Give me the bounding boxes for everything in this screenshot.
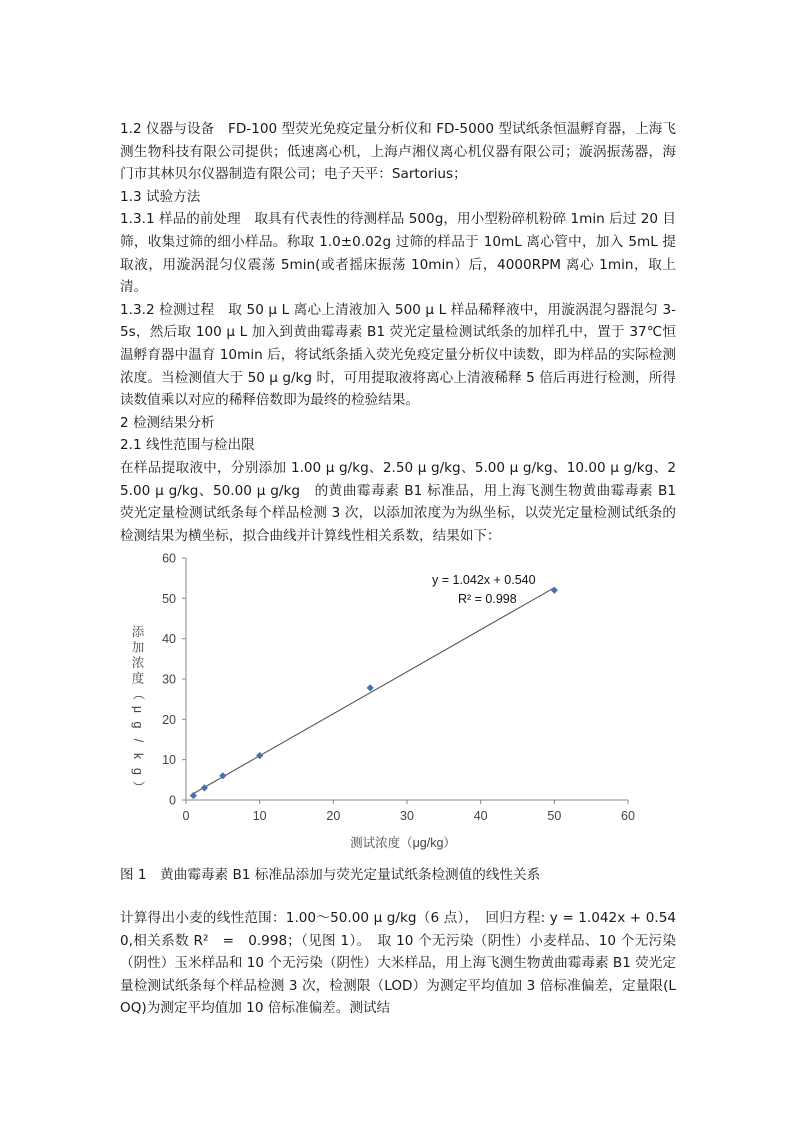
y-tick-label: 30	[162, 672, 176, 687]
y-axis-label-char: （	[131, 687, 145, 701]
y-tick-label: 0	[169, 793, 176, 808]
section-2-heading: 2 检测结果分析	[120, 414, 215, 431]
results-text	[120, 907, 676, 1020]
y-axis-label-char: k	[131, 752, 145, 760]
y-tick-label: 50	[162, 591, 176, 606]
chart-trendline-group	[193, 588, 554, 794]
x-tick-label: 60	[621, 809, 635, 823]
y-tick-label: 40	[162, 632, 176, 647]
x-tick-label: 50	[547, 809, 562, 823]
y-tick-label: 10	[162, 753, 176, 768]
x-tick-label: 30	[400, 809, 414, 823]
y-tick-label: 20	[162, 712, 176, 727]
y-axis-label-char: /	[131, 738, 145, 743]
data-point	[190, 792, 197, 799]
figure-caption: 图 1 黄曲霉毒素 B1 标准品添加与荧光定量试纸条检测值的线性关系	[120, 867, 541, 883]
data-point	[367, 684, 374, 691]
y-axis-label-char: g	[131, 721, 145, 729]
y-tick-label: 60	[162, 551, 176, 566]
chart-axes	[186, 558, 628, 800]
chart-ticks	[162, 552, 635, 824]
chart-y-axis-label	[131, 625, 145, 793]
section-1-3-heading: 1.3 试验方法	[120, 188, 201, 205]
x-tick-label: 20	[326, 809, 341, 823]
data-point	[256, 752, 263, 759]
chart-svg	[120, 540, 640, 860]
chart-points	[190, 587, 558, 799]
y-axis-label-char: g	[131, 768, 145, 775]
x-tick-label: 10	[252, 809, 267, 823]
section-1-2-paragraph: 1.2 仪器与设备 FD-100 型荧光免疫定量分析仪和 FD-5000 型试纸条恒温孵育器，上海飞测生物科技有限公司提供；低速离心机，上海卢湘仪离心机仪器有限公司；漩涡振荡器，海门市其林贝尔仪器制造有限公司；电子天平：Sartorius；	[120, 121, 676, 183]
section-1-3-2-paragraph: 1.3.2 检测过程 取 50 μ L 离心上清液加入 500 μ L 样品稀释液中，用漩涡混匀器混匀 3-5s，然后取 100 μ L 加入到黄曲霉毒素 B1 荧光定量检测试纸条的加样孔中，置于 37℃恒温孵育器中温育 10min 后，将试纸条插入荧光免疫定量分析仪中读数，即为样品的实际检测浓度。当检测值大于 50 μ g/kg 时，可用提取液将离心上清液稀释 5 倍后再进行检测，所得读数值乘以对应的稀释倍数即为最终的检验结果。	[120, 301, 676, 409]
y-axis-label-char: 添	[131, 625, 145, 639]
chart-x-axis-label: 测试浓度（μg/kg）	[350, 836, 456, 850]
scatter-chart	[120, 540, 640, 860]
section-1-3-1-paragraph: 1.3.1 样品的前处理 取具有代表性的待测样品 500g，用小型粉碎机粉碎 1min 后过 20 目筛，收集过筛的细小样品。称取 1.0±0.02g 过筛的样品于 10mL 离心管中，加入 5mL 提取液，用漩涡混匀仪震荡 5min(或者摇床振荡 10min）后，4000RPM 离心 1min，取上清。	[120, 211, 676, 296]
section-2-1-paragraph: 在样品提取液中，分别添加 1.00 μ g/kg、2.50 μ g/kg、5.00 μ g/kg、10.00 μ g/kg、25.00 μ g/kg、50.00 μ g/kg 的黄曲霉毒素 B1 标准品，用上海飞测生物黄曲霉毒素 B1 荧光定量检测试纸条每个样品检测 3 次，以添加浓度为为纵坐标，以荧光定量检测试纸条的检测结果为横坐标，拟合曲线并计算线性相关系数，结果如下：	[120, 459, 676, 544]
x-tick-label: 0	[182, 809, 190, 823]
y-axis-label-char: ）	[131, 780, 145, 794]
y-axis-label-char: 度	[131, 671, 145, 686]
chart-r2-label: R² = 0.998	[458, 592, 517, 606]
section-2-1-heading: 2.1 线性范围与检出限	[120, 437, 255, 454]
x-tick-label: 40	[473, 809, 488, 823]
results-paragraph: 计算得出小麦的线性范围：1.00～50.00 μ g/kg（6 点）， 回归方程: y = 1.042x + 0.540,相关系数 R² = 0.998；（见图 1）。 取 10 个无污染（阴性）小麦样品、10 个无污染（阴性）玉米样品和 10 个无污染（阴性）大米样品，用上海飞测生物黄曲霉毒素 B1 荧光定量检测试纸条每个样品检测 3 次，检测限（LOD）为测定平均值加 3 倍标准偏差，定量限(LOQ)为测定平均值加 10 倍标准偏差。测试结	[120, 910, 676, 1017]
y-axis-label-char: μ	[131, 705, 145, 714]
y-axis-label-char: 加	[131, 640, 145, 655]
y-axis-label-char: 浓	[131, 656, 145, 670]
chart-equation-label: y = 1.042x + 0.540	[432, 573, 536, 587]
body-text	[120, 118, 676, 547]
chart-trendline	[193, 588, 554, 794]
data-point	[551, 587, 558, 594]
